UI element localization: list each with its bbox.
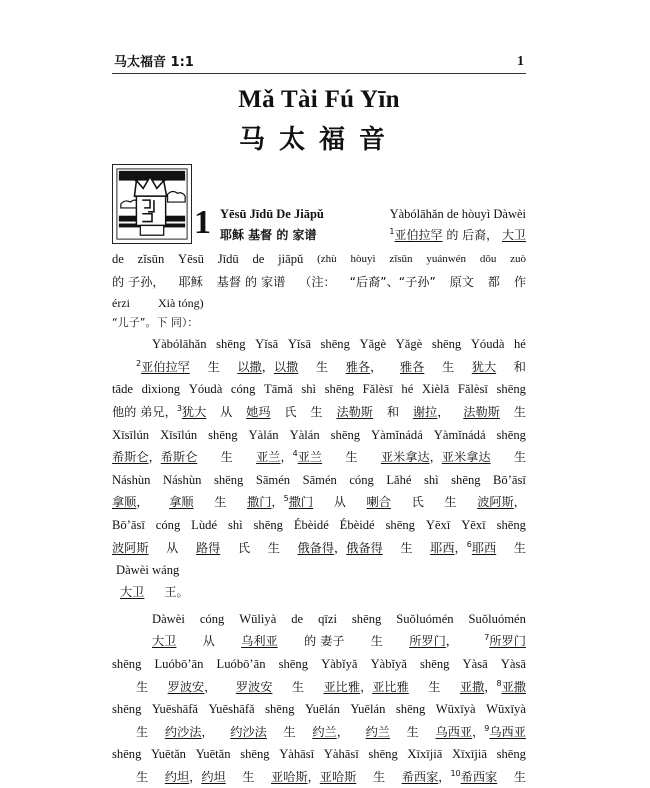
word: shēng (324, 382, 355, 397)
name-link: 亚兰 (297, 450, 323, 465)
pinyin-line (112, 743, 526, 766)
verse-number: 8 (496, 678, 502, 688)
word: 从 (333, 495, 346, 510)
word: Yàbólāhǎn (152, 337, 207, 352)
name-link: 亚伯拉罕 (394, 228, 443, 242)
word: Jīdū (217, 252, 239, 266)
word: cóng (199, 611, 225, 626)
name-link: 亚撒 (459, 679, 485, 694)
word: Dàwèi (152, 611, 185, 626)
word: shēng (496, 747, 526, 762)
word: 耶稣 (178, 274, 203, 289)
word: shēng (496, 382, 526, 397)
word: 作 (513, 274, 526, 289)
word: Yàhāsī (279, 747, 315, 762)
word: Suǒluómén (396, 611, 454, 626)
word: Luóbō’ān (154, 656, 204, 671)
word: Yuētǎn (151, 747, 186, 762)
chinese-line: 拿顺， 拿顺 生 撒门，$^5$撒门 从 喇合 氏 生 波阿斯， (112, 491, 526, 514)
name-link: 约兰 (312, 724, 337, 739)
pinyin-line (112, 424, 526, 447)
word: 生 (136, 769, 149, 784)
chapter-number: 1 (194, 204, 211, 241)
heading-chinese-row (220, 225, 526, 246)
word: 生 (513, 769, 526, 784)
book-title-pinyin: Mǎ Tài Fú Yīn (238, 86, 400, 113)
word: 生 (220, 450, 233, 465)
running-header (112, 52, 526, 74)
word: shēng (253, 517, 283, 532)
word: de (291, 611, 304, 626)
running-title: 马太福音 1:1 (114, 55, 194, 70)
pinyin-line (112, 514, 526, 537)
name-link: 谢拉 (412, 404, 438, 419)
word: shēng (213, 472, 244, 487)
word: shēng (112, 702, 142, 717)
word: zuò (510, 253, 526, 265)
word: shēng (496, 517, 526, 532)
chinese-line (112, 581, 526, 604)
pinyin-line (112, 333, 526, 356)
word: qīzi (318, 611, 337, 626)
word: hé (401, 382, 414, 397)
name-link: 大卫 (501, 228, 526, 242)
name-link: 俄备得 (346, 540, 383, 555)
word: Ébèidé (293, 517, 329, 532)
word: Yuēshāfǎ (208, 702, 255, 717)
chinese-line: 大卫 从 乌利亚 的 妻子 生 所罗门， $^7$所罗门 (112, 630, 526, 653)
word: Náshùn (162, 472, 202, 487)
word: 氏 (237, 540, 251, 555)
verse-text (389, 225, 526, 246)
word: 和 (513, 359, 526, 374)
pinyin-line: Dàwèi wáng (116, 563, 180, 578)
name-link: 亚米拿达 (441, 450, 491, 465)
name-link: 亚哈斯 (271, 769, 308, 784)
word: 生 (372, 769, 386, 784)
chinese-line: 生 罗波安， 罗波安 生 亚比雅，亚比雅 生 亚撒，$^8$亚撒 (112, 676, 526, 699)
word: Yàlán (248, 427, 279, 442)
word: shēng (395, 702, 426, 717)
word: 生 (315, 359, 329, 374)
name-link: 希斯仑 (160, 450, 198, 465)
word: Suǒluómén (468, 611, 526, 626)
word: jiāpǔ (278, 252, 304, 266)
name-link: 罗波安 (167, 679, 205, 694)
word: zǐsūn (389, 253, 413, 265)
name-link: 约沙法 (164, 724, 202, 739)
word: 氏 (411, 495, 424, 510)
word: 生 (242, 769, 255, 784)
word: 他的 弟兄， (112, 404, 177, 419)
word: Yǎgè (395, 337, 423, 352)
name-link: 撒门 (247, 495, 272, 510)
chinese-line: 波阿斯 从 路得 氏 生 俄备得，俄备得 生 耶西，$^6$耶西 生 (112, 537, 526, 560)
word: 生 (513, 404, 526, 419)
word: shēng (431, 337, 462, 352)
word: Luóbō’ān (216, 656, 266, 671)
word: 从 (220, 404, 233, 419)
word: shēng (278, 656, 308, 671)
word: Yàbǐyǎ (370, 656, 407, 671)
word: (zhù (317, 253, 337, 265)
verse-number: 2 (136, 358, 142, 368)
name-link: 希斯仑 (112, 450, 149, 465)
verse-number: 5 (283, 494, 289, 504)
word: Yóudà (470, 337, 505, 352)
name-link: 亚伯拉罕 (141, 359, 190, 374)
word: hòuyì (350, 253, 376, 265)
word: hé (514, 337, 526, 352)
chapter-heading-pinyin: Yēsū Jīdū De Jiāpǔ (220, 207, 324, 221)
word: Yàsā (462, 656, 488, 671)
word: Náshùn (112, 472, 151, 487)
verse-number: 10 (450, 768, 461, 778)
name-link: 所罗门 (489, 634, 526, 649)
chinese-line: 生 约沙法， 约沙法 生 约兰， 约兰 生 乌西亚，$^9$乌西亚 (112, 721, 526, 744)
verse-number: 1 (389, 227, 395, 236)
word: 和 (386, 404, 400, 419)
name-link: 以撒 (273, 359, 299, 374)
word: 生 (400, 540, 413, 555)
word: 从 (202, 634, 215, 649)
name-link: 大卫 (120, 585, 145, 600)
word: 生 (310, 404, 323, 419)
bible-page (112, 52, 526, 788)
word: 原文 (449, 274, 474, 289)
word: Xīsīlún (112, 427, 150, 442)
word: Yēsū (178, 252, 204, 266)
chinese-line: 生 约坦，约坦 生 亚哈斯，亚哈斯 生 希西家，$^{10}$希西家 生 (112, 766, 526, 788)
word: Lǎhé (386, 472, 412, 487)
word: dōu (479, 253, 497, 265)
word: Yǐsā (287, 337, 311, 352)
word: Sāmén (302, 472, 337, 487)
pinyin-line (112, 653, 526, 676)
word: 生 (428, 679, 441, 694)
word: 生 (406, 724, 419, 739)
word: Yǎgè (359, 337, 387, 352)
word: 生 (283, 724, 296, 739)
word: Yàhāsī (323, 747, 359, 762)
verse-number: 3 (176, 403, 182, 413)
word: 生 (136, 724, 149, 739)
word: de (252, 252, 265, 266)
name-link: 拿顺 (112, 495, 137, 510)
word: shēng (496, 427, 526, 442)
name-link: 波阿斯 (112, 540, 149, 555)
word: 基督 的 家谱 (216, 274, 286, 289)
word: shì (301, 382, 317, 397)
word: 生 (291, 679, 305, 694)
word: Bō’āsī (493, 472, 526, 487)
word: shēng (351, 611, 382, 626)
name-link: 法勒斯 (463, 404, 500, 419)
chinese-line: 希斯仑，希斯仑 生 亚兰，$^4$亚兰 生 亚米拿达，亚米拿达 生 (112, 446, 526, 469)
word: 生 (513, 450, 526, 465)
word: tāde (112, 382, 133, 397)
name-link: 约坦 (164, 769, 190, 784)
word: shì (227, 517, 243, 532)
name-link: 罗波安 (235, 679, 273, 694)
name-link: 耶西 (430, 540, 455, 555)
word: shēng (216, 337, 246, 352)
name-link: 喇合 (366, 495, 391, 510)
word: de (112, 252, 124, 266)
word: shēng (451, 472, 481, 487)
name-link: 乌利亚 (241, 634, 278, 649)
word: 生 (441, 359, 455, 374)
name-link: 路得 (195, 540, 221, 555)
word: shēng (265, 702, 295, 717)
name-link: 约兰 (365, 724, 390, 739)
name-link: 亚比雅 (323, 679, 361, 694)
name-link: 犹大 (471, 359, 497, 374)
word: Yuēlán (304, 702, 340, 717)
word: 生 (370, 634, 383, 649)
word: cóng (155, 517, 181, 532)
page-number: 1 (517, 54, 524, 69)
word: cóng (230, 382, 256, 397)
name-link: 她玛 (246, 404, 271, 419)
word: 都 (487, 274, 500, 289)
word: 生 (267, 540, 280, 555)
word: 生 (136, 679, 149, 694)
name-link: 波阿斯 (477, 495, 514, 510)
pinyin-note-line (112, 293, 526, 313)
word: cóng (349, 472, 374, 487)
word: Yóudà (188, 382, 223, 397)
verse-number: 4 (292, 449, 298, 459)
word: zǐsūn (137, 252, 165, 266)
word: Yēxī (461, 517, 486, 532)
name-link: 所罗门 (409, 634, 446, 649)
word: Yǐsā (255, 337, 279, 352)
word: 生 (207, 359, 220, 374)
word: Tāmǎ (264, 382, 293, 397)
book-title-chinese: 马太福音 (238, 125, 399, 155)
chinese-line: $^2$亚伯拉罕 生 以撒，以撒 生 雅各， 雅各 生 犹大 和 (112, 356, 526, 379)
name-link: 拿顺 (169, 495, 194, 510)
name-link: 亚哈斯 (319, 769, 357, 784)
chapter-opening (112, 164, 526, 248)
heading-pinyin-row (220, 204, 526, 225)
name-link: 约沙法 (230, 724, 267, 739)
verse-number: 9 (484, 723, 490, 733)
word: shì (423, 472, 439, 487)
word: Ébèidé (339, 517, 375, 532)
word: Yàmǐnádá (371, 427, 423, 442)
word: Xīxījiā (407, 747, 443, 762)
word: 的 妻子 (304, 634, 345, 649)
pinyin-line (112, 378, 526, 401)
word: Fǎlèsī (362, 382, 393, 397)
word: “后裔”、“子孙” (349, 274, 436, 289)
word: Lùdé (191, 517, 218, 532)
word: Xīsīlún (160, 427, 198, 442)
chapter-heading-block (220, 204, 526, 246)
word: 从 (166, 540, 179, 555)
chinese-note-line: “儿子”。下 同）： (112, 316, 199, 330)
word: 生 (513, 540, 526, 555)
verse-number: 7 (484, 633, 490, 643)
name-link: 雅各 (345, 359, 371, 374)
name-link: 撒门 (288, 495, 314, 510)
word: （注： (299, 274, 336, 289)
crown-illustration-icon (112, 164, 192, 244)
word: shēng (208, 427, 238, 442)
word: Yuētǎn (195, 747, 231, 762)
word: Yuēshāfǎ (151, 702, 199, 717)
name-link: 俄备得 (297, 540, 335, 555)
name-link: 希西家 (460, 769, 498, 784)
word: Bō’āsī (112, 517, 145, 532)
name-link: 乌西亚 (489, 724, 526, 739)
pinyin-line (112, 608, 526, 631)
name-link: 乌西亚 (435, 724, 473, 739)
name-link: 犹大 (181, 404, 207, 419)
word: Yuēlán (350, 702, 386, 717)
verse-text: Yàbólāhǎn de hòuyì Dàwèi (389, 207, 526, 221)
word: shēng (240, 747, 270, 762)
word: shēng (320, 337, 350, 352)
word: Wūlìyà (239, 611, 277, 626)
name-link: 以撒 (237, 359, 262, 374)
word: shēng (368, 747, 398, 762)
word: 的 子孙， (112, 274, 165, 289)
verse-text: 的 后裔， (446, 228, 499, 242)
name-link: 亚撒 (501, 679, 526, 694)
word: 生 (345, 450, 358, 465)
word: 氏 (284, 404, 297, 419)
chinese-line (112, 271, 526, 294)
name-link: 希西家 (401, 769, 439, 784)
name-link: 亚兰 (256, 450, 281, 465)
word: shēng (112, 656, 142, 671)
word: Xià tóng) (157, 296, 204, 311)
pinyin-line (112, 248, 526, 271)
word: Yàbǐyǎ (321, 656, 358, 671)
word: érzi (112, 296, 130, 311)
word: Xīxījiā (451, 747, 487, 762)
word: Xièlā (421, 382, 450, 397)
word: shēng (385, 517, 415, 532)
word: 王。 (164, 585, 189, 600)
pinyin-line (112, 469, 526, 492)
verse-number: 6 (466, 539, 472, 549)
word: dìxiong (141, 382, 181, 397)
pinyin-line (112, 698, 526, 721)
name-link: 亚米拿达 (380, 450, 430, 465)
word: 生 (214, 495, 227, 510)
word: yuánwén (426, 253, 467, 265)
name-link: 雅各 (399, 359, 425, 374)
name-link: 约坦 (201, 769, 226, 784)
chapter-heading-chinese: 耶稣 基督 的 家谱 (220, 228, 317, 242)
word: Wūxīyà (486, 702, 526, 717)
word: 生 (444, 495, 457, 510)
word: Yàlán (289, 427, 320, 442)
word: Sāmén (255, 472, 291, 487)
word: Yàmǐnádá (433, 427, 486, 442)
word: Yēxī (425, 517, 451, 532)
word: shēng (330, 427, 361, 442)
word: Fǎlèsī (457, 382, 488, 397)
word: shēng (112, 747, 142, 762)
name-link: 大卫 (152, 634, 177, 649)
chinese-line: 他的 弟兄，$^3$犹大 从 她玛 氏 生 法勒斯 和 谢拉， 法勒斯 生 (112, 401, 526, 424)
name-link: 耶西 (471, 540, 497, 555)
word: Wūxīyà (435, 702, 476, 717)
name-link: 亚比雅 (372, 679, 409, 694)
name-link: 法勒斯 (336, 404, 373, 419)
word: Yàsā (500, 656, 526, 671)
word: shēng (420, 656, 450, 671)
